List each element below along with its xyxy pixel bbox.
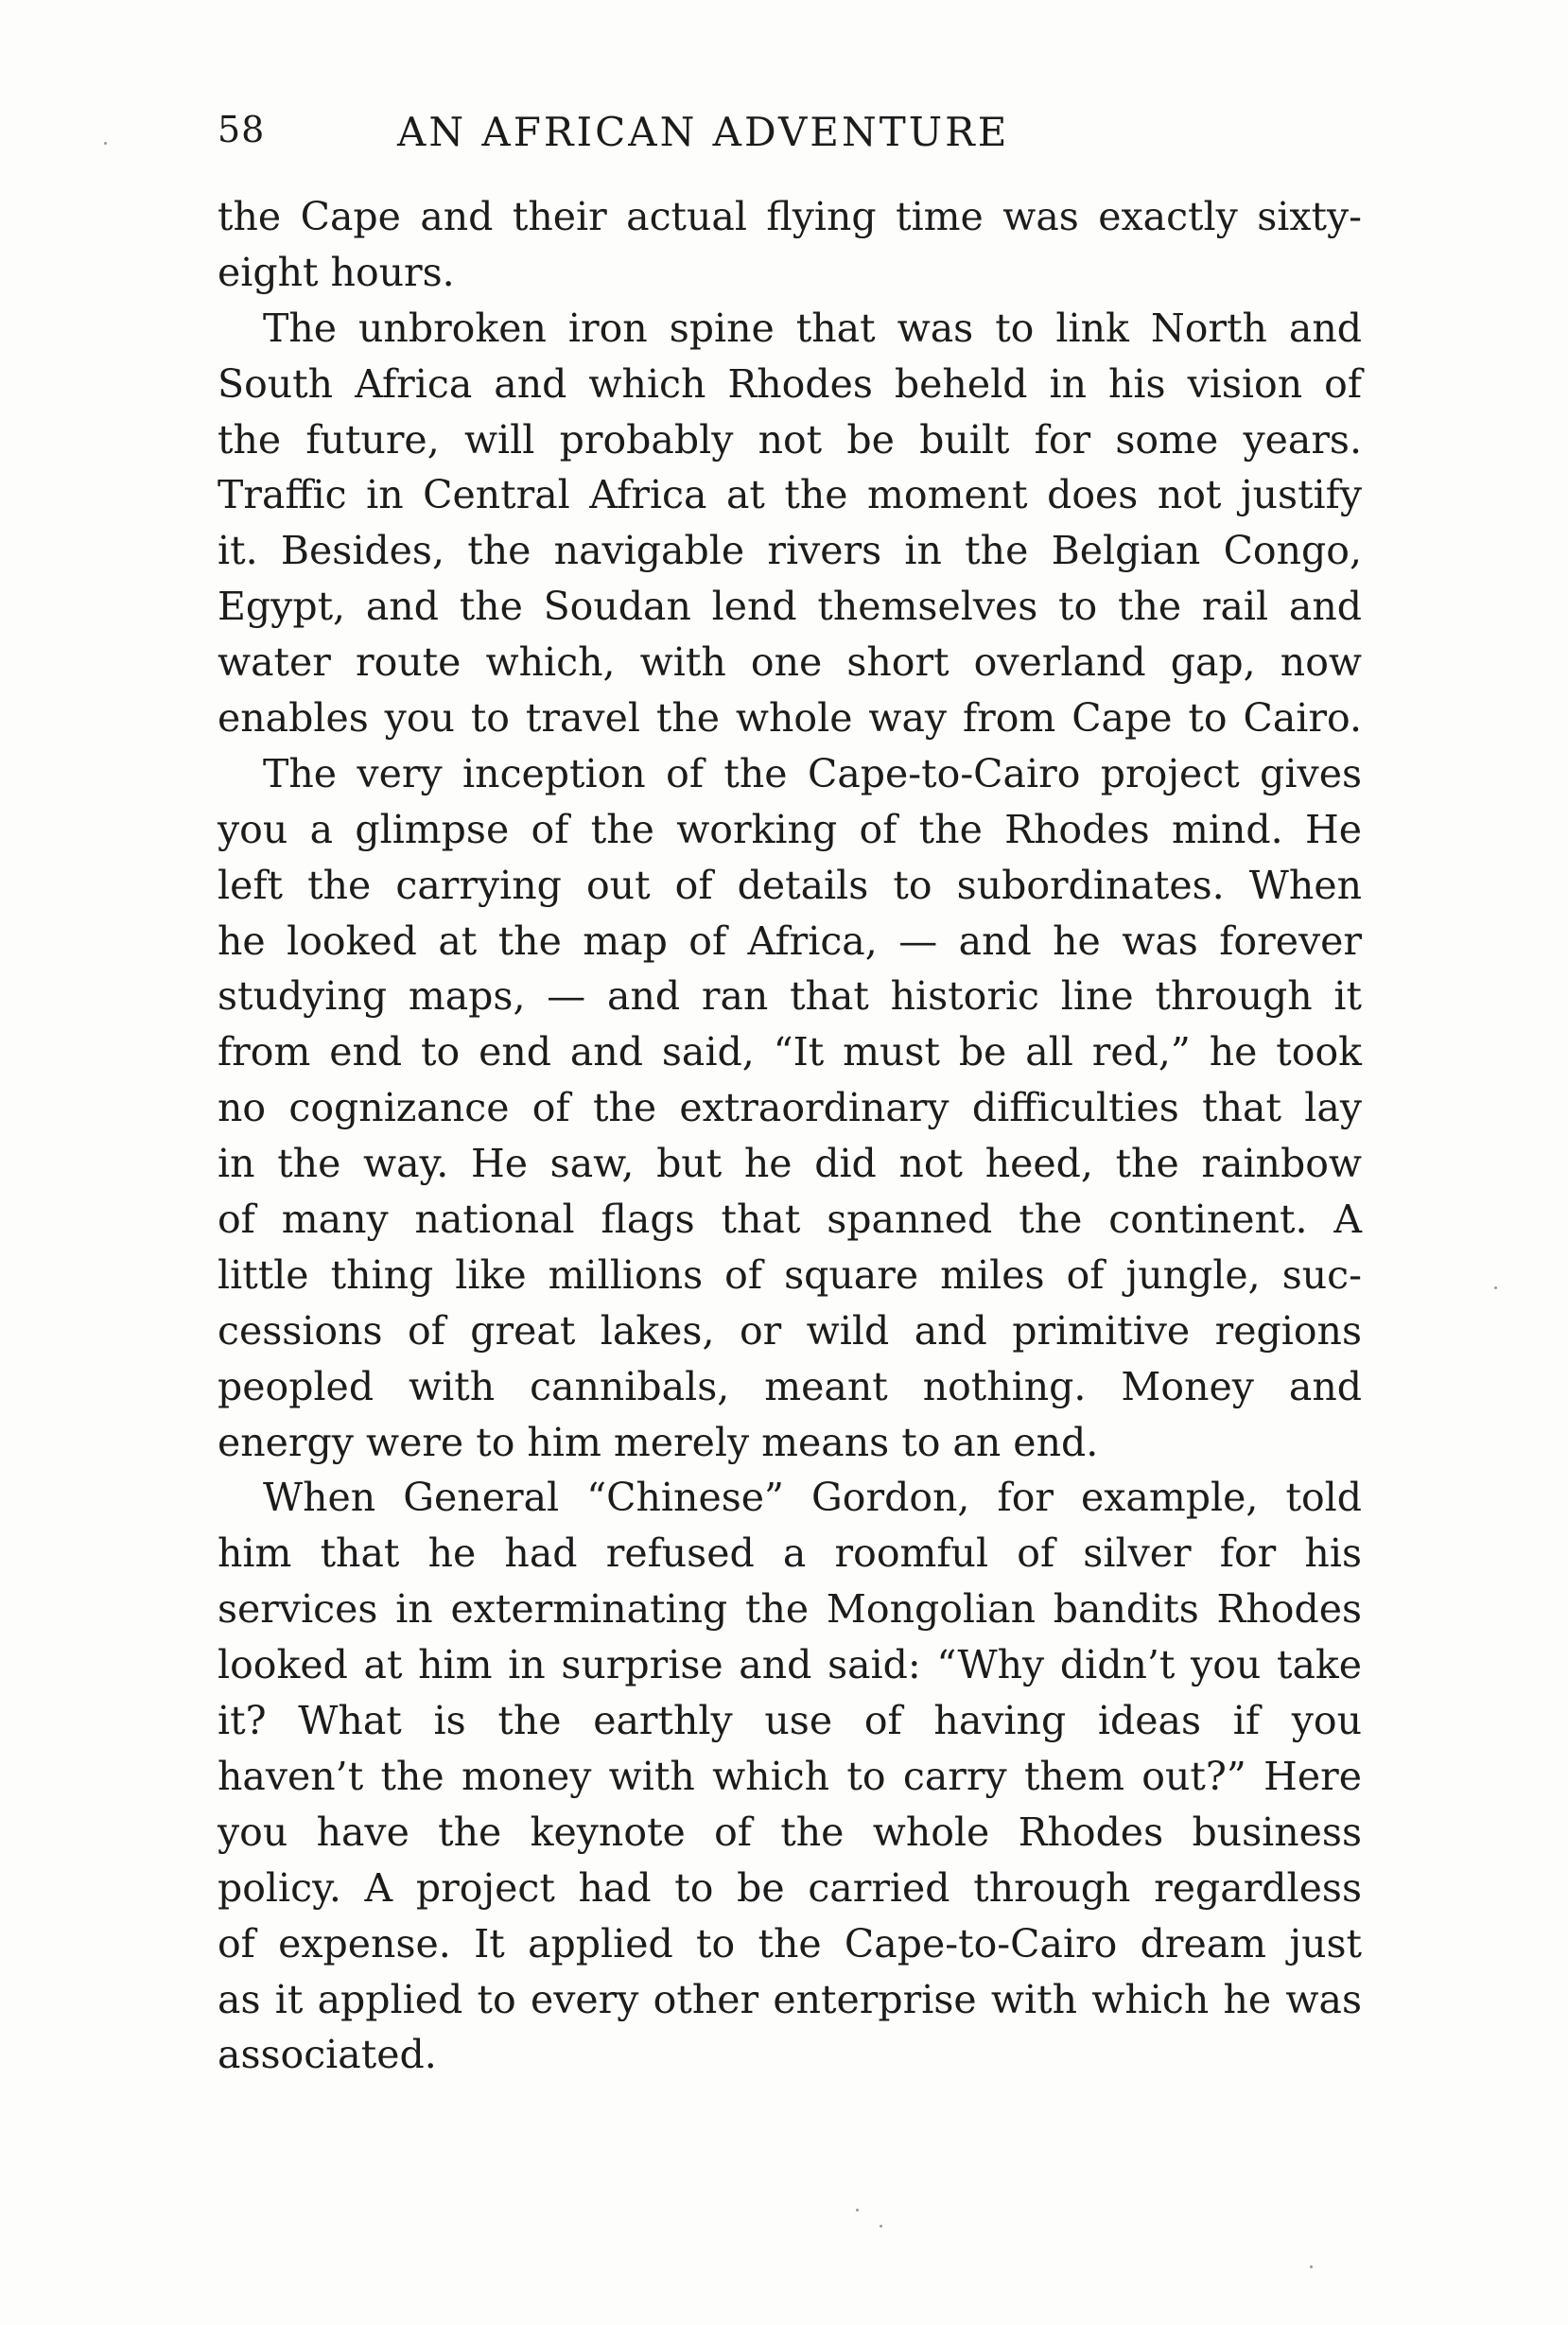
page-number: 58 [218, 109, 266, 150]
text-line: The very inception of the Cape-to-Cairo project gives [263, 750, 1362, 796]
text-line: him that he had refused a roomful of silver for his [218, 1530, 1362, 1577]
text-line: services in exterminating the Mongolian bandits Rhodes [218, 1586, 1362, 1633]
running-title: AN AFRICAN ADVENTURE [397, 109, 1010, 155]
text-line: as it applied to every other enterprise with which he was [218, 1976, 1362, 2022]
text-line: looked at him in surprise and said: “Why didn’t you take [218, 1642, 1362, 1688]
text-line: he looked at the map of Africa, — and he was forever [218, 918, 1362, 964]
text-line: When General “Chinese” Gordon, for example, told [263, 1475, 1362, 1521]
text-line: it? What is the earthly use of having ideas if you [218, 1698, 1362, 1744]
paper-speck [104, 142, 107, 145]
text-line: of expense. It applied to the Cape-to-Cairo dream just [218, 1920, 1362, 1967]
paper-speck [1310, 2265, 1313, 2268]
text-line: studying maps, — and ran that historic line through it [218, 973, 1362, 1020]
paper-speck [880, 2225, 882, 2228]
text-line: The unbroken iron spine that was to link North and [263, 305, 1362, 351]
running-head [218, 109, 1362, 166]
text-line: peopled with cannibals, meant nothing. Money and [218, 1363, 1362, 1409]
text-line: South Africa and which Rhodes beheld in his vision of [218, 360, 1362, 407]
text-line: eight hours. [218, 249, 455, 295]
text-line: you have the keynote of the whole Rhodes business [218, 1809, 1362, 1855]
body-text [218, 189, 1362, 2083]
text-line: haven’t the money with which to carry them out?” Here [218, 1753, 1362, 1799]
text-line: associated. [218, 2032, 437, 2078]
text-line: energy were to him merely means to an end. [218, 1419, 1099, 1465]
text-line: water route which, with one short overland gap, now [218, 639, 1362, 686]
paper-speck [1494, 1286, 1497, 1289]
text-line: in the way. He saw, but he did not heed, the rainbow [218, 1141, 1362, 1187]
text-line: it. Besides, the navigable rivers in the Belgian Congo, [218, 528, 1362, 574]
text-line: policy. A project had to be carried through regardless [218, 1864, 1362, 1911]
text-line: Egypt, and the Soudan lend themselves to the rail and [218, 584, 1362, 630]
text-line: you a glimpse of the working of the Rhodes mind. He [218, 806, 1362, 852]
text-line: Traffic in Central Africa at the moment does not justify [218, 472, 1362, 518]
text-line: of many national flags that spanned the continent. A [218, 1197, 1362, 1243]
text-line: from end to end and said, “It must be all red,” he took [218, 1029, 1362, 1075]
text-line: the future, will probably not be built for some years. [218, 416, 1362, 463]
text-line: no cognizance of the extraordinary difficulties that lay [218, 1085, 1362, 1131]
text-line: enables you to travel the whole way from Cape to Cairo. [218, 695, 1362, 742]
text-line: left the carrying out of details to subordinates. When [218, 862, 1362, 908]
paper-speck [856, 2209, 859, 2211]
text-line: the Cape and their actual flying time was exactly sixty- [218, 194, 1362, 239]
text-line: cessions of great lakes, or wild and primitive regions [218, 1307, 1362, 1354]
text-line: little thing like millions of square miles of jungle, suc- [218, 1251, 1362, 1298]
